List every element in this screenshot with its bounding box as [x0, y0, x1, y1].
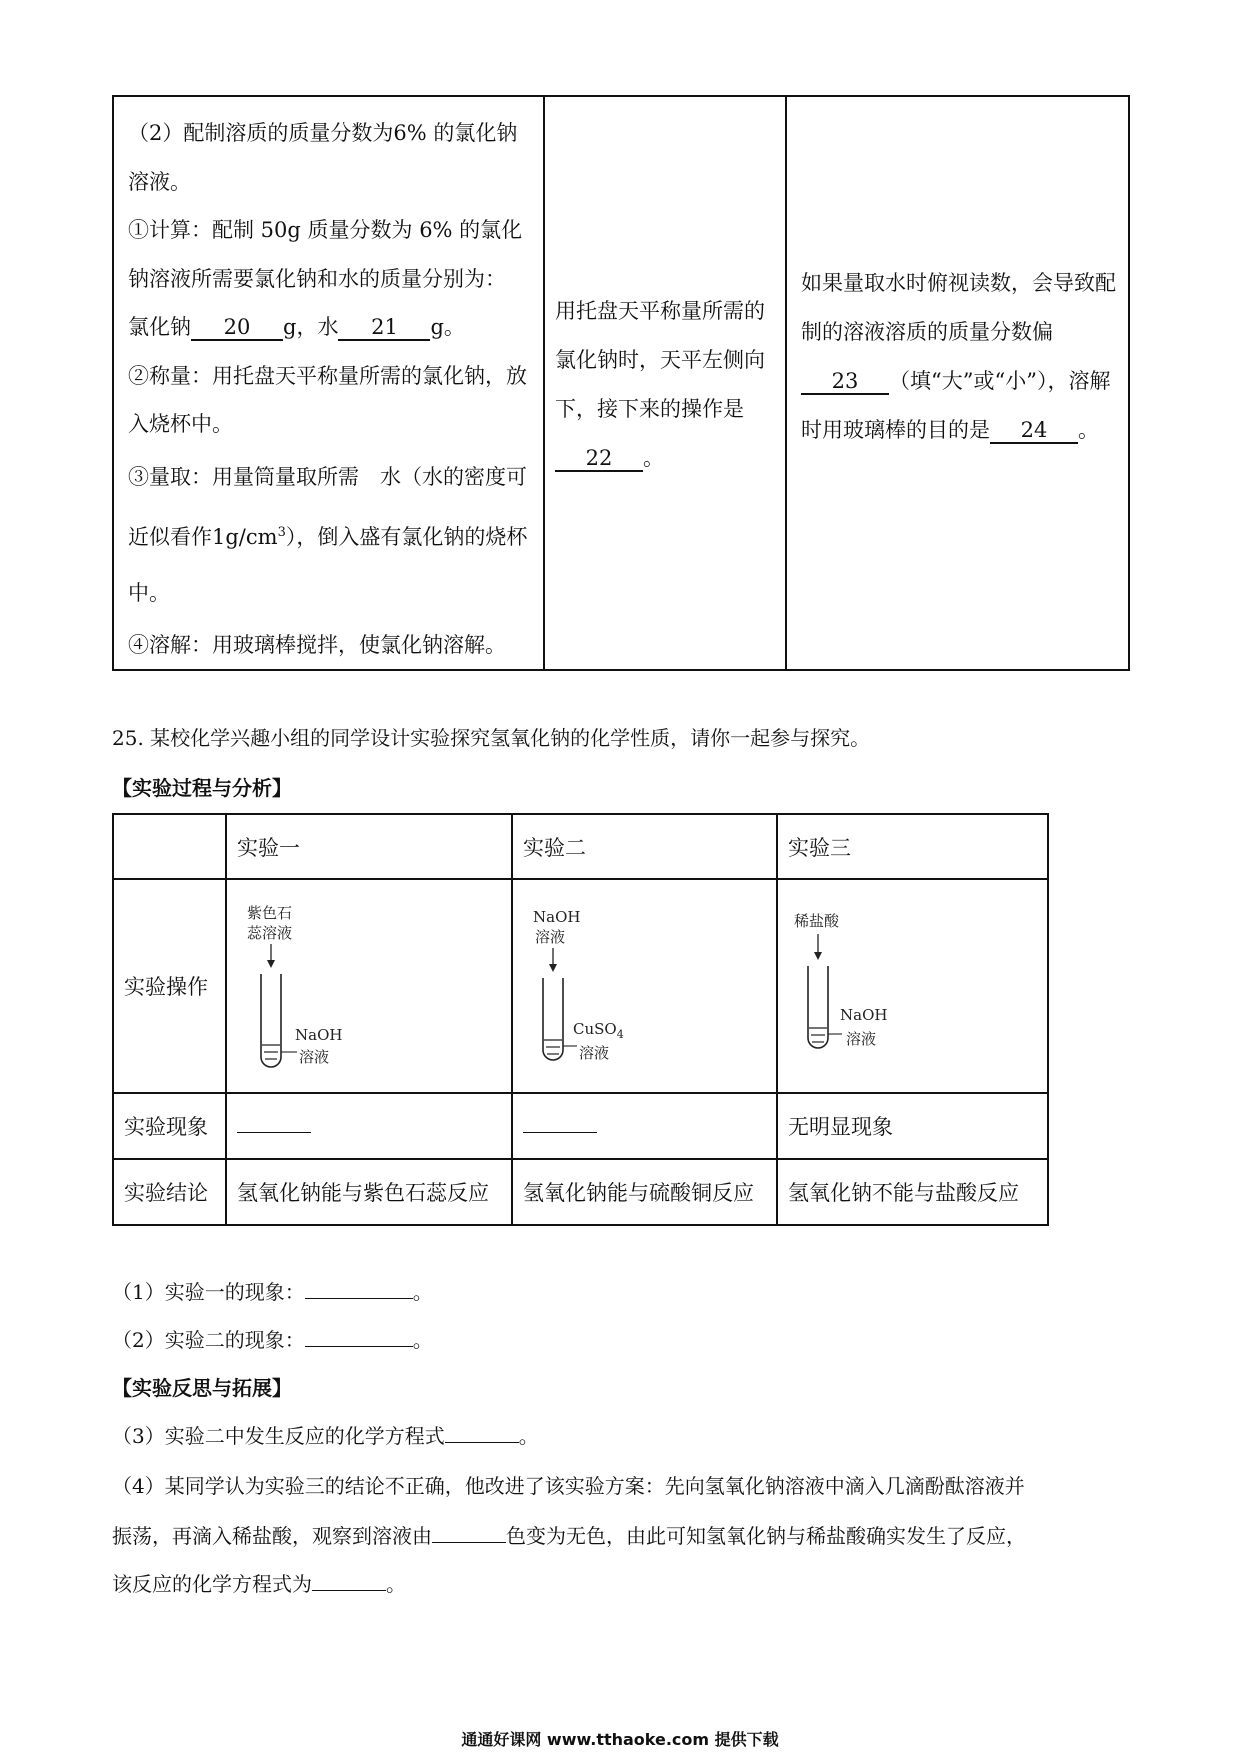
procedure-cell	[113, 96, 544, 670]
sub-question-3: （3）实验二中发生反应的化学方程式 。	[112, 1424, 539, 1448]
step-dissolve: ④溶解：用玻璃棒搅拌，使氯化钠溶解。	[128, 632, 506, 657]
exp3-diagram-cell	[777, 879, 1048, 1093]
row-label-conclusion: 实验结论	[113, 1159, 226, 1225]
diagram3-tube-label-1: NaOH	[840, 1006, 888, 1024]
q25-stem: 25. 某校化学兴趣小组的同学设计实验探究氢氧化钠的化学性质，请你一起参与探究。	[112, 726, 871, 750]
answer-blank-4a	[432, 1524, 506, 1543]
exp3-phenomenon-cell: 无明显现象	[777, 1093, 1048, 1159]
test-tube-diagram-1	[227, 880, 513, 1092]
page-footer: 通通好课网 www.tthaoke.com 提供下载	[461, 1730, 779, 1749]
header-empty	[113, 814, 226, 879]
diagram2-reagent-label-2: 溶液	[535, 928, 566, 946]
step-calculate-answer: 氯化钠 20 g，水 21 g。	[128, 303, 529, 352]
blank-24: 24	[990, 419, 1078, 444]
test-tube-icon	[261, 974, 281, 1067]
sub-question-4-line-2: 振荡，再滴入稀盐酸，观察到溶液由 色变为无色，由此可知氢氧化钠与稀盐酸确实发生了反应，	[112, 1524, 1026, 1548]
diagram3-tube-label-2: 溶液	[846, 1030, 877, 1048]
blank-20: 20	[191, 316, 283, 341]
error-question-cell: 如果量取水时俯视读数，会导致配制的溶液溶质的质量分数偏 23 （填“大”或“小”），溶解时用玻璃棒的目的是 24 。	[786, 96, 1129, 670]
answer-blank-3	[445, 1424, 519, 1443]
exp2-diagram-cell	[512, 879, 777, 1093]
diagram1-tube-label-1: NaOH	[295, 1026, 343, 1044]
test-tube-diagram-2	[513, 880, 778, 1092]
exp2-phenomenon-blank	[523, 1114, 597, 1133]
sub-question-1: （1）实验一的现象： 。	[112, 1280, 433, 1304]
header-exp2: 实验二	[512, 814, 777, 879]
section-process-analysis: 【实验过程与分析】	[112, 776, 292, 800]
diagram1-tube-label-2: 溶液	[299, 1048, 330, 1066]
row-label-operation: 实验操作	[113, 879, 226, 1093]
sub-question-4-line-1: （4）某同学认为实验三的结论不正确，他改进了该实验方案：先向氢氧化钠溶液中滴入几滴酚酞溶液并	[112, 1474, 1025, 1498]
arrow-head-icon	[814, 952, 822, 960]
exp2-phenomenon-cell	[512, 1093, 777, 1159]
arrow-head-icon	[267, 960, 275, 968]
blank-21: 21	[338, 316, 430, 341]
answer-blank-2	[305, 1328, 413, 1347]
exp1-diagram-cell	[226, 879, 512, 1093]
diagram2-reagent-label-1: NaOH	[533, 908, 581, 926]
answer-blank-1	[305, 1280, 413, 1299]
answer-blank-4b	[312, 1572, 386, 1591]
exp1-phenomenon-blank	[237, 1114, 311, 1133]
blank-23: 23	[801, 370, 889, 395]
step-measure: ③量取：用量筒量取所需 水（水的密度可近似看作$1g/cm^3$），倒入盛有氯化钠的烧杯中。	[128, 464, 528, 605]
test-tube-icon	[543, 978, 563, 1060]
diagram2-tube-label-1: CuSO$_4$	[573, 1020, 624, 1041]
exp1-phenomenon-cell	[226, 1093, 512, 1159]
header-exp3: 实验三	[777, 814, 1048, 879]
diagram2-tube-label-2: 溶液	[579, 1044, 610, 1062]
procedure-title: （2）配制溶质的质量分数为6% 的氯化钠溶液。	[128, 121, 518, 194]
section-reflection: 【实验反思与拓展】	[112, 1376, 292, 1400]
test-tube-icon	[808, 966, 828, 1048]
weighing-question-cell: 用托盘天平称量所需的氯化钠时，天平左侧向下，接下来的操作是22 。	[544, 96, 786, 670]
solution-prep-table	[112, 95, 1130, 671]
exp2-conclusion-cell: 氢氧化钠能与硫酸铜反应	[512, 1159, 777, 1225]
blank-22: 22	[555, 447, 643, 472]
step-weigh: ②称量：用托盘天平称量所需的氯化钠，放入烧杯中。	[128, 363, 527, 436]
diagram1-reagent-label-2: 蕊溶液	[247, 924, 293, 942]
sub-question-4-line-3: 该反应的化学方程式为 。	[112, 1572, 406, 1596]
exp1-conclusion-cell: 氢氧化钠能与紫色石蕊反应	[226, 1159, 512, 1225]
diagram1-reagent-label-1: 紫色石	[247, 904, 293, 922]
test-tube-diagram-3	[778, 880, 1049, 1092]
step-calculate: ①计算：配制 50g 质量分数为 6% 的氯化钠溶液所需要氯化钠和水的质量分别为：	[128, 218, 523, 291]
diagram3-reagent-label-1: 稀盐酸	[794, 912, 840, 930]
header-exp1: 实验一	[226, 814, 512, 879]
exp3-conclusion-cell: 氢氧化钠不能与盐酸反应	[777, 1159, 1048, 1225]
row-label-phenomenon: 实验现象	[113, 1093, 226, 1159]
experiment-table	[112, 813, 1049, 1226]
sub-question-2: （2）实验二的现象： 。	[112, 1328, 433, 1352]
arrow-head-icon	[549, 964, 557, 972]
